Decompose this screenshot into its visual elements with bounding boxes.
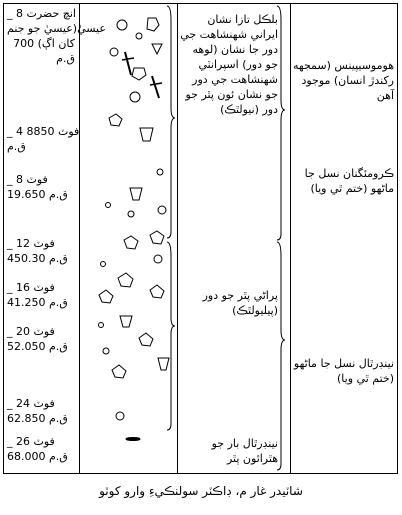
depth-label-3: _ 12 فوٽ 450.30 ق.م <box>7 237 68 265</box>
tool-circle <box>154 255 162 263</box>
depth-label-4: _ 16 فوٽ 41.250 ق.م <box>7 281 68 309</box>
tool-pentagon <box>139 333 153 346</box>
tool-trapezoid <box>158 358 169 370</box>
tool-trapezoid <box>130 188 142 200</box>
tool-pentagon <box>124 236 138 249</box>
tool-pentagon <box>112 365 126 378</box>
tool-circle <box>158 206 166 214</box>
depth-label-1: _ 4 فوٽ 8850 ق.م <box>7 125 80 153</box>
tool-circle <box>130 92 140 102</box>
tool-pentagon <box>150 231 164 244</box>
tool-circle <box>110 48 118 56</box>
depth-label-7: _ 26 فوٽ 68.000 ق.م <box>7 435 68 463</box>
species-0: هوموسيپينس (سمجهه رکندڙ انسان) موجود آهن <box>292 59 394 102</box>
tool-note-0: بلڪل تازا نشان ايراني شهنشاهت جي دور جا نشان (لوهه جو دور) اسپرانٽي شهنشاهت جي دور جو نشان ئون پٿر جو دور (نيولٿڪ) <box>180 13 278 116</box>
tool-note-2: نينڊرٿال بار جو هٿرائون پٿر <box>211 437 278 465</box>
tool-arrow <box>125 52 131 75</box>
species-1: ڪرومئگنان نسل جا ماڻهو (ختم ٿي ويا) <box>304 167 394 195</box>
tool-trapezoid <box>120 316 132 327</box>
tool-pentagon <box>132 68 146 80</box>
tool-arrow <box>152 76 159 98</box>
tool-circle <box>99 323 104 328</box>
tool-note-1: پراڻي پٿر جو دور (پيليولٿڪ) <box>202 289 278 317</box>
species-brace-1 <box>277 6 285 240</box>
tool-circle <box>128 211 134 217</box>
tool-circle <box>103 348 109 354</box>
period-brace-2 <box>167 242 175 430</box>
tool-circle <box>157 169 163 175</box>
depth-label-2: _ 8 فوٽ 19.650 ق.م <box>7 173 68 201</box>
tool-pentagon <box>150 285 164 298</box>
species-2: نينڊرٿال نسل جا ماڻهو (ختم ٿي ويا) <box>293 357 394 385</box>
tool-pentagon <box>109 114 122 126</box>
tool-circle <box>136 33 142 39</box>
species-brace-2 <box>277 242 285 470</box>
tool-flake <box>126 438 140 441</box>
tool-pentagon <box>147 18 159 31</box>
tool-circle <box>116 412 124 420</box>
tool-circle <box>117 20 127 30</box>
tool-triangle <box>152 44 162 54</box>
tool-trapezoid <box>140 128 153 141</box>
depth-label-0: _ 8 انچ حضرت عيسيٰ(عيسيٰ جو جنم کان اڳ) 700 ق.م <box>7 7 106 65</box>
tool-circle <box>106 203 111 208</box>
depth-label-6: _ 24 فوٽ 62.850 ق.م <box>7 397 68 425</box>
tool-pentagon <box>118 273 133 287</box>
tool-pentagon <box>99 290 113 303</box>
figure-caption: شاٽيدر غار م، ڊاڪٽر سولنڪيءِ وارو کوٽو <box>99 484 303 498</box>
period-brace-1 <box>167 6 175 238</box>
tool-circle <box>101 262 106 267</box>
depth-label-5: _ 20 فوٽ 52.050 ق.م <box>7 325 68 353</box>
